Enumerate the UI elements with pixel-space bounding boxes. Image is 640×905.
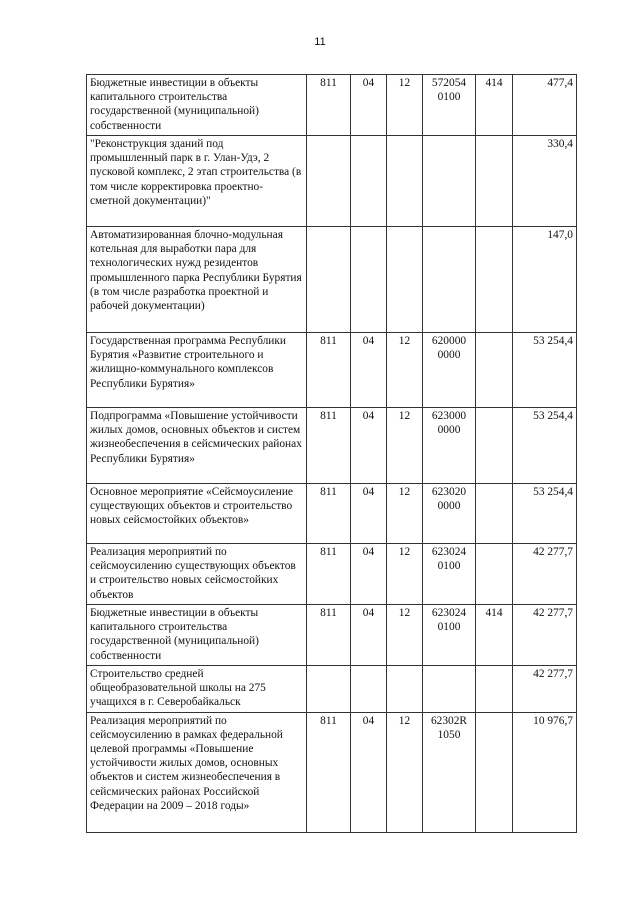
item-name-cell: Бюджетные инвестиции в объекты капитального строительства государственной (муниципальной) собственности	[87, 605, 307, 666]
item-name-cell: Бюджетные инвестиции в объекты капитального строительства государственной (муниципальной) собственности	[87, 75, 307, 136]
subsection-cell	[387, 227, 423, 333]
item-name-cell: Основное мероприятие «Сейсмоусиление существующих объектов и строительство новых сейсмостойких объектов»	[87, 484, 307, 544]
expense-type-cell	[476, 666, 513, 713]
amount-cell: 53 254,4	[513, 408, 577, 484]
subsection-cell: 12	[387, 605, 423, 666]
section-cell	[351, 227, 387, 333]
ministry-code-cell	[307, 227, 351, 333]
expense-type-cell	[476, 712, 513, 832]
subsection-cell: 12	[387, 333, 423, 408]
amount-cell: 10 976,7	[513, 712, 577, 832]
subsection-cell: 12	[387, 484, 423, 544]
amount-cell: 42 277,7	[513, 544, 577, 605]
ministry-code-cell: 811	[307, 484, 351, 544]
section-cell: 04	[351, 75, 387, 136]
table-row	[87, 544, 577, 605]
target-article-cell	[423, 227, 476, 333]
item-name-cell: "Реконструкция зданий под промышленный парк в г. Улан-Удэ, 2 пусковой комплекс, 2 этап строительства (в том числе корректировка проектно-сметной документации)"	[87, 136, 307, 227]
section-cell: 04	[351, 544, 387, 605]
expense-type-cell	[476, 408, 513, 484]
subsection-cell: 12	[387, 712, 423, 832]
expense-type-cell	[476, 484, 513, 544]
amount-cell: 42 277,7	[513, 666, 577, 713]
ministry-code-cell: 811	[307, 408, 351, 484]
table-row	[87, 75, 577, 136]
ministry-code-cell: 811	[307, 544, 351, 605]
subsection-cell: 12	[387, 75, 423, 136]
amount-cell: 53 254,4	[513, 484, 577, 544]
table-row	[87, 484, 577, 544]
target-article-cell: 572054 0100	[423, 75, 476, 136]
amount-cell: 147,0	[513, 227, 577, 333]
section-cell: 04	[351, 333, 387, 408]
table-row	[87, 605, 577, 666]
table-row	[87, 712, 577, 832]
target-article-cell: 623024 0100	[423, 605, 476, 666]
expense-type-cell	[476, 136, 513, 227]
amount-cell: 42 277,7	[513, 605, 577, 666]
table-row	[87, 666, 577, 713]
expense-type-cell: 414	[476, 75, 513, 136]
section-cell	[351, 136, 387, 227]
ministry-code-cell	[307, 136, 351, 227]
item-name-cell: Реализация мероприятий по сейсмоусилению в рамках федеральной целевой программы «Повышение устойчивости жилых домов, основных объектов и систем жизнеобеспечения в сейсмических районах Российской Федерации на 2009 – 2018 годы»	[87, 712, 307, 832]
budget-table	[86, 74, 577, 833]
item-name-cell: Автоматизированная блочно-модульная котельная для выработки пара для технологических нужд резидентов промышленного парка Республики Бурятия (в том числе разработка проектной и рабочей документации)	[87, 227, 307, 333]
subsection-cell: 12	[387, 544, 423, 605]
table-row	[87, 136, 577, 227]
table-row	[87, 408, 577, 484]
target-article-cell: 623000 0000	[423, 408, 476, 484]
target-article-cell: 623024 0100	[423, 544, 476, 605]
target-article-cell: 62302R 1050	[423, 712, 476, 832]
target-article-cell: 620000 0000	[423, 333, 476, 408]
ministry-code-cell: 811	[307, 75, 351, 136]
ministry-code-cell	[307, 666, 351, 713]
section-cell: 04	[351, 484, 387, 544]
expense-type-cell	[476, 333, 513, 408]
target-article-cell	[423, 666, 476, 713]
ministry-code-cell: 811	[307, 605, 351, 666]
amount-cell: 53 254,4	[513, 333, 577, 408]
item-name-cell: Строительство средней общеобразовательной школы на 275 учащихся в г. Северобайкальск	[87, 666, 307, 713]
page-number: 11	[314, 36, 326, 48]
target-article-cell: 623020 0000	[423, 484, 476, 544]
section-cell	[351, 666, 387, 713]
ministry-code-cell: 811	[307, 333, 351, 408]
item-name-cell: Подпрограмма «Повышение устойчивости жилых домов, основных объектов и систем жизнеобеспечения в сейсмических районах Республики Бурятия»	[87, 408, 307, 484]
amount-cell: 330,4	[513, 136, 577, 227]
section-cell: 04	[351, 605, 387, 666]
subsection-cell	[387, 136, 423, 227]
subsection-cell: 12	[387, 408, 423, 484]
expense-type-cell: 414	[476, 605, 513, 666]
table-row	[87, 227, 577, 333]
subsection-cell	[387, 666, 423, 713]
amount-cell: 477,4	[513, 75, 577, 136]
expense-type-cell	[476, 544, 513, 605]
table-row	[87, 333, 577, 408]
section-cell: 04	[351, 408, 387, 484]
target-article-cell	[423, 136, 476, 227]
expense-type-cell	[476, 227, 513, 333]
item-name-cell: Государственная программа Республики Бурятия «Развитие строительного и жилищно-коммунального комплексов Республики Бурятия»	[87, 333, 307, 408]
section-cell: 04	[351, 712, 387, 832]
budget-table-body	[87, 75, 577, 833]
ministry-code-cell: 811	[307, 712, 351, 832]
item-name-cell: Реализация мероприятий по сейсмоусилению существующих объектов и строительство новых сейсмостойких объектов	[87, 544, 307, 605]
